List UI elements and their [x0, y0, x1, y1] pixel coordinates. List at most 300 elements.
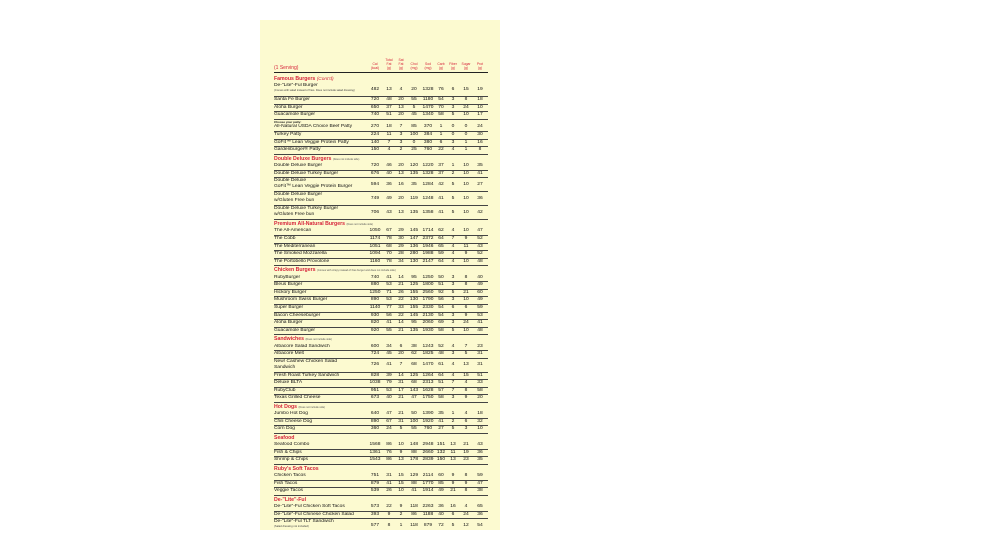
- table-row: [274, 320, 488, 328]
- cholesterol-cell: 143: [409, 387, 419, 393]
- calories-cell: 920: [370, 327, 380, 333]
- item-name-cell: [274, 244, 366, 250]
- item-name-cell: [274, 290, 366, 296]
- carbs-cell: 51: [438, 380, 444, 386]
- sugar-cell: 9: [464, 395, 468, 401]
- table-row: [274, 140, 488, 148]
- item-name: Seafood Combo: [274, 442, 310, 448]
- item-name: RubyClub: [274, 387, 296, 393]
- item-name-cell: [274, 512, 366, 518]
- sodium-cell: 380: [423, 139, 433, 145]
- table-row: [274, 259, 488, 267]
- calories-cell: 640: [370, 411, 380, 417]
- cholesterol-cell: 155: [409, 304, 419, 310]
- section-heading: [274, 267, 488, 274]
- calories-cell: 1094: [369, 251, 381, 257]
- protein-cell: 36: [477, 449, 483, 455]
- fiber-cell: 2: [451, 418, 455, 424]
- table-row: [274, 206, 488, 220]
- fiber-cell: 3: [451, 97, 455, 103]
- section-note: (Does not include side): [298, 406, 326, 410]
- cholesterol-cell: 88: [411, 449, 417, 455]
- item-name: Guacamole Burger: [274, 112, 316, 118]
- fiber-cell: 6: [451, 511, 455, 517]
- sat-fat-cell: 7: [399, 124, 403, 130]
- sodium-cell: 2839: [422, 457, 434, 463]
- sugar-cell: 10: [463, 297, 469, 303]
- sodium-cell: 1914: [422, 488, 434, 494]
- section-title: Seafood: [274, 435, 295, 442]
- sodium-cell: 1825: [422, 351, 434, 357]
- cholesterol-cell: 86: [411, 511, 417, 517]
- sodium-cell: 2060: [422, 320, 434, 326]
- table-row: [274, 132, 488, 140]
- calories-cell: 1250: [369, 289, 381, 295]
- sat-fat-cell: 28: [398, 251, 404, 257]
- carbs-cell: 6: [439, 139, 443, 145]
- table-row: [274, 171, 488, 179]
- table-row: [274, 359, 488, 373]
- calories-cell: 673: [370, 395, 380, 401]
- calories-cell: 740: [370, 112, 380, 118]
- total-fat-cell: 77: [386, 304, 392, 310]
- section-title: Double Deluxe Burgers: [274, 155, 332, 162]
- protein-cell: 52: [477, 251, 483, 257]
- cholesterol-cell: 125: [409, 372, 419, 378]
- carbs-cell: 50: [438, 274, 444, 280]
- carbs-cell: 22: [438, 147, 444, 153]
- fiber-cell: 0: [451, 124, 455, 130]
- cholesterol-cell: 68: [411, 380, 417, 386]
- sat-fat-cell: 21: [398, 395, 404, 401]
- item-name-cell: [274, 488, 366, 494]
- calories-cell: 539: [370, 488, 380, 494]
- carbs-cell: 59: [438, 251, 444, 257]
- item-name-cell: [274, 163, 366, 169]
- item-name-cell: [274, 105, 366, 111]
- protein-cell: 35: [477, 457, 483, 463]
- section-title: Hot Dogs: [274, 404, 298, 411]
- sugar-cell: 4: [464, 380, 468, 386]
- calories-cell: 573: [370, 504, 380, 510]
- total-fat-cell: 39: [386, 372, 392, 378]
- calories-cell: 1051: [369, 243, 381, 249]
- total-fat-cell: 51: [386, 112, 392, 118]
- table-row: [274, 236, 488, 244]
- table-row: [274, 305, 488, 313]
- item-name-cell: [274, 426, 366, 432]
- calories-cell: 1050: [369, 228, 381, 234]
- sugar-cell: 9: [464, 312, 468, 318]
- sugar-cell: 10: [463, 258, 469, 264]
- calories-cell: 676: [370, 170, 380, 176]
- protein-cell: 8: [478, 147, 482, 153]
- total-fat-cell: 18: [386, 124, 392, 130]
- total-fat-cell: 86: [386, 457, 392, 463]
- total-fat-cell: 40: [386, 395, 392, 401]
- item-name-cell: [274, 504, 366, 510]
- total-fat-cell: 36: [386, 181, 392, 187]
- item-name: The All-American: [274, 228, 312, 234]
- table-row: [274, 344, 488, 352]
- sodium-cell: 2147: [422, 258, 434, 264]
- carbs-cell: 54: [438, 312, 444, 318]
- cholesterol-cell: 100: [409, 418, 419, 424]
- carbs-cell: 58: [438, 395, 444, 401]
- item-name: New! Cashew Chicken Salad: [274, 358, 338, 364]
- total-fat-cell: 7: [387, 139, 391, 145]
- fiber-cell: 5: [451, 209, 455, 215]
- protein-cell: 65: [477, 504, 483, 510]
- sodium-cell: 1284: [422, 181, 434, 187]
- fiber-cell: 7: [451, 387, 455, 393]
- carbs-cell: 52: [438, 343, 444, 349]
- protein-cell: 30: [477, 132, 483, 138]
- protein-cell: 47: [477, 480, 483, 486]
- cholesterol-cell: 136: [409, 243, 419, 249]
- total-fat-cell: 13: [386, 86, 392, 92]
- protein-cell: 31: [477, 351, 483, 357]
- carbs-cell: 49: [438, 488, 444, 494]
- sat-fat-cell: 31: [398, 380, 404, 386]
- total-fat-cell: 34: [386, 343, 392, 349]
- item-name-cell: [274, 275, 366, 281]
- column-header-sugar: Sugar (g): [461, 62, 471, 71]
- sat-fat-cell: 13: [398, 457, 404, 463]
- section-heading: [274, 404, 488, 411]
- calories-cell: 650: [370, 104, 380, 110]
- sodium-cell: 1930: [422, 327, 434, 333]
- fiber-cell: 13: [450, 442, 456, 448]
- sugar-cell: 10: [463, 112, 469, 118]
- calories-cell: 724: [370, 351, 380, 357]
- sugar-cell: 1: [464, 139, 468, 145]
- table-row: [274, 290, 488, 298]
- calories-cell: 140: [370, 139, 380, 145]
- calories-cell: 749: [370, 195, 380, 201]
- carbs-cell: 65: [438, 243, 444, 249]
- item-name: The Mediterranean: [274, 243, 316, 249]
- sodium-cell: 1250: [422, 274, 434, 280]
- column-header-sat-fat: Sat Fat (g): [398, 58, 404, 71]
- calories-cell: 1543: [369, 457, 381, 463]
- sat-fat-cell: 15: [398, 473, 404, 479]
- total-fat-cell: 41: [386, 274, 392, 280]
- sugar-cell: 7: [464, 343, 468, 349]
- column-header-total-fat: Total Fat (g): [385, 58, 393, 71]
- sat-fat-cell: 20: [398, 163, 404, 169]
- sat-fat-cell: 13: [398, 104, 404, 110]
- fiber-cell: 11: [450, 449, 456, 455]
- sugar-cell: 8: [464, 488, 468, 494]
- cholesterol-cell: 85: [411, 124, 417, 130]
- item-name-cell: [274, 411, 366, 417]
- table-row: [274, 411, 488, 419]
- item-name: De-"Lite"-Ful Burger: [274, 83, 318, 89]
- item-name-cell: [274, 388, 366, 394]
- sodium-cell: 2130: [422, 312, 434, 318]
- total-fat-cell: 79: [386, 380, 392, 386]
- calories-cell: 594: [370, 181, 380, 187]
- fiber-cell: 5: [451, 181, 455, 187]
- item-name-cell: [274, 124, 366, 130]
- section-note: (Comes with crispy instead of fries burger and does not include side): [316, 269, 396, 273]
- sugar-cell: 19: [463, 449, 469, 455]
- table-row: [274, 244, 488, 252]
- sugar-cell: 8: [464, 387, 468, 393]
- sodium-cell: 1946: [422, 243, 434, 249]
- item-name: Albacore Salad Sandwich: [274, 343, 330, 349]
- total-fat-cell: 86: [386, 442, 392, 448]
- fiber-cell: 3: [451, 320, 455, 326]
- total-fat-cell: 43: [386, 209, 392, 215]
- sat-fat-cell: 17: [398, 387, 404, 393]
- item-name: Double Deluxe Burger: [274, 163, 323, 169]
- sugar-cell: 0: [464, 132, 468, 138]
- calories-cell: 577: [370, 522, 380, 528]
- sodium-cell: 2313: [422, 380, 434, 386]
- section-heading: [274, 336, 488, 343]
- section-title: Ruby's Soft Tacos: [274, 466, 319, 472]
- table-row: [274, 488, 488, 496]
- fiber-cell: 2: [451, 170, 455, 176]
- sodium-cell: 1750: [422, 395, 434, 401]
- total-fat-cell: 31: [386, 473, 392, 479]
- protein-cell: 59: [477, 304, 483, 310]
- table-row: [274, 105, 488, 113]
- item-name: Aloha Burger: [274, 104, 303, 110]
- item-name-cell: [274, 359, 366, 371]
- sodium-cell: 2660: [422, 449, 434, 455]
- calories-cell: 706: [370, 209, 380, 215]
- sodium-cell: 2948: [422, 442, 434, 448]
- calories-cell: 150: [370, 147, 380, 153]
- sugar-cell: 10: [463, 170, 469, 176]
- serving-label: (1 Serving): [274, 65, 299, 71]
- total-fat-cell: 55: [386, 327, 392, 333]
- sugar-cell: 9: [464, 251, 468, 257]
- table-row: [274, 512, 488, 520]
- sat-fat-cell: 20: [398, 112, 404, 118]
- fiber-cell: 5: [451, 327, 455, 333]
- carbs-cell: 41: [438, 209, 444, 215]
- item-name: Albacore Melt: [274, 351, 304, 357]
- cholesterol-cell: 148: [409, 442, 419, 448]
- fiber-cell: 4: [451, 147, 455, 153]
- sugar-cell: 8: [464, 274, 468, 280]
- cholesterol-cell: 95: [411, 320, 417, 326]
- sat-fat-cell: 6: [399, 343, 403, 349]
- table-row: [274, 373, 488, 381]
- section-heading: [274, 76, 488, 83]
- table-row: [274, 97, 488, 105]
- total-fat-cell: 9: [387, 511, 391, 517]
- section-continued-label: (Cont'd): [316, 77, 334, 82]
- item-name: De-"Lite"-Ful TLT Sandwich: [274, 519, 334, 525]
- carbs-cell: 41: [438, 418, 444, 424]
- sugar-cell: 24: [463, 104, 469, 110]
- item-name-cell: [274, 228, 366, 234]
- item-name-cell: [274, 519, 366, 528]
- calories-cell: 726: [370, 362, 380, 368]
- table-row: [274, 504, 488, 512]
- sat-fat-cell: 13: [398, 170, 404, 176]
- item-name-cell: [274, 97, 366, 103]
- carbs-cell: 40: [438, 511, 444, 517]
- fiber-cell: 13: [450, 457, 456, 463]
- table-row: [274, 313, 488, 321]
- fiber-cell: 3: [451, 282, 455, 288]
- cholesterol-cell: 55: [411, 97, 417, 103]
- sugar-cell: 21: [463, 442, 469, 448]
- cholesterol-cell: 135: [409, 170, 419, 176]
- sat-fat-cell: 10: [398, 488, 404, 494]
- item-name: GoFit™ Lean Veggie Protein Patty: [274, 139, 349, 145]
- total-fat-cell: 48: [386, 97, 392, 103]
- cholesterol-cell: 145: [409, 228, 419, 234]
- protein-cell: 19: [477, 86, 483, 92]
- item-name-cell: [274, 282, 366, 288]
- calories-cell: 1038: [369, 380, 381, 386]
- sat-fat-cell: 29: [398, 228, 404, 234]
- carbs-cell: 85: [438, 480, 444, 486]
- calories-cell: 224: [370, 132, 380, 138]
- cholesterol-cell: 0: [412, 139, 416, 145]
- carbs-cell: 51: [438, 282, 444, 288]
- sodium-cell: 1180: [422, 97, 434, 103]
- sodium-cell: 1248: [422, 195, 434, 201]
- section-title: Premium All-Natural Burgers: [274, 221, 346, 228]
- table-row: [274, 328, 488, 336]
- fiber-cell: 3: [451, 395, 455, 401]
- item-name: Aloha Burger: [274, 320, 303, 326]
- sugar-cell: 12: [463, 522, 469, 528]
- item-name: Jumbo Hot Dog: [274, 411, 308, 417]
- item-name: Fish Tacos: [274, 480, 298, 486]
- calories-cell: 820: [370, 320, 380, 326]
- item-note: (Salad dressing not included): [274, 525, 309, 529]
- fiber-cell: 4: [451, 251, 455, 257]
- protein-cell: 49: [477, 282, 483, 288]
- section-title: Chicken Burgers: [274, 267, 316, 274]
- cholesterol-cell: 41: [411, 488, 417, 494]
- item-name: Shrimp & Chips: [274, 457, 308, 463]
- total-fat-cell: 41: [386, 480, 392, 486]
- total-fat-cell: 47: [386, 411, 392, 417]
- table-row: [274, 83, 488, 97]
- sugar-cell: 13: [463, 362, 469, 368]
- fiber-cell: 4: [451, 258, 455, 264]
- item-name: Super Burger: [274, 304, 304, 310]
- item-name: Gardenburger® Patty: [274, 147, 321, 153]
- protein-cell: 52: [477, 236, 483, 241]
- sugar-cell: 8: [464, 473, 468, 479]
- total-fat-cell: 45: [386, 351, 392, 357]
- sodium-cell: 1328: [422, 86, 434, 92]
- protein-cell: 41: [477, 170, 483, 176]
- table-row: [274, 163, 488, 171]
- carbs-cell: 72: [438, 522, 444, 528]
- carbs-cell: 76: [438, 86, 444, 92]
- cholesterol-cell: 178: [409, 457, 419, 463]
- total-fat-cell: 22: [386, 504, 392, 510]
- item-name-cell: [274, 259, 366, 265]
- sodium-cell: 2330: [422, 304, 434, 310]
- fiber-cell: 3: [451, 297, 455, 303]
- sat-fat-cell: 14: [398, 372, 404, 378]
- cholesterol-cell: 68: [411, 362, 417, 368]
- carbs-cell: 151: [436, 442, 446, 448]
- carbs-cell: 36: [438, 504, 444, 510]
- item-name-cell: [274, 147, 366, 153]
- section-heading: [274, 466, 488, 473]
- section-title: Sandwiches: [274, 336, 304, 343]
- total-fat-cell: 24: [386, 426, 392, 432]
- cholesterol-cell: 50: [411, 411, 417, 417]
- item-name-cell: [274, 251, 366, 257]
- carbs-cell: 37: [438, 163, 444, 169]
- carbs-cell: 42: [438, 181, 444, 187]
- item-name: Turkey Patty: [274, 132, 302, 138]
- sugar-cell: 9: [464, 480, 468, 486]
- sat-fat-cell: 22: [398, 297, 404, 303]
- item-name: Double Deluxe Turkey Burger: [274, 206, 339, 212]
- total-fat-cell: 49: [386, 195, 392, 201]
- carbs-cell: 58: [438, 112, 444, 118]
- sodium-cell: 1470: [422, 362, 434, 368]
- fiber-cell: 7: [451, 380, 455, 386]
- sugar-cell: 10: [463, 327, 469, 333]
- sat-fat-cell: 10: [398, 442, 404, 448]
- sat-fat-cell: 21: [398, 327, 404, 333]
- item-name-cell: [274, 171, 366, 177]
- sodium-cell: 2372: [422, 236, 434, 241]
- table-row: [274, 124, 488, 132]
- sodium-cell: 1243: [422, 343, 434, 349]
- protein-cell: 33: [477, 380, 483, 386]
- sodium-cell: 1714: [422, 228, 434, 234]
- item-name: Chili Cheese Dog: [274, 418, 313, 424]
- table-row: [274, 519, 488, 530]
- protein-cell: 47: [477, 228, 483, 234]
- carbs-cell: 27: [438, 426, 444, 432]
- cholesterol-cell: 95: [411, 274, 417, 280]
- section-heading: [274, 156, 488, 163]
- carbs-cell: 61: [438, 362, 444, 368]
- carbs-cell: 37: [438, 170, 444, 176]
- sat-fat-cell: 9: [399, 504, 403, 510]
- item-name-cell: [274, 450, 366, 456]
- total-fat-cell: 4: [387, 147, 391, 153]
- cholesterol-cell: 147: [409, 236, 419, 241]
- cholesterol-cell: 145: [409, 312, 419, 318]
- carbs-cell: 57: [438, 387, 444, 393]
- protein-cell: 24: [477, 124, 483, 130]
- sugar-cell: 0: [464, 124, 468, 130]
- sodium-cell: 1220: [422, 163, 434, 169]
- item-name-cell: [274, 132, 366, 138]
- calories-cell: 1568: [369, 442, 381, 448]
- sodium-cell: 370: [423, 124, 433, 130]
- sugar-cell: 15: [463, 86, 469, 92]
- calories-cell: 720: [370, 163, 380, 169]
- sugar-cell: 15: [463, 372, 469, 378]
- total-fat-cell: 41: [386, 320, 392, 326]
- fiber-cell: 9: [451, 473, 455, 479]
- item-name: Corn Dog: [274, 426, 295, 432]
- total-fat-cell: 53: [386, 297, 392, 303]
- cholesterol-cell: 129: [409, 473, 419, 479]
